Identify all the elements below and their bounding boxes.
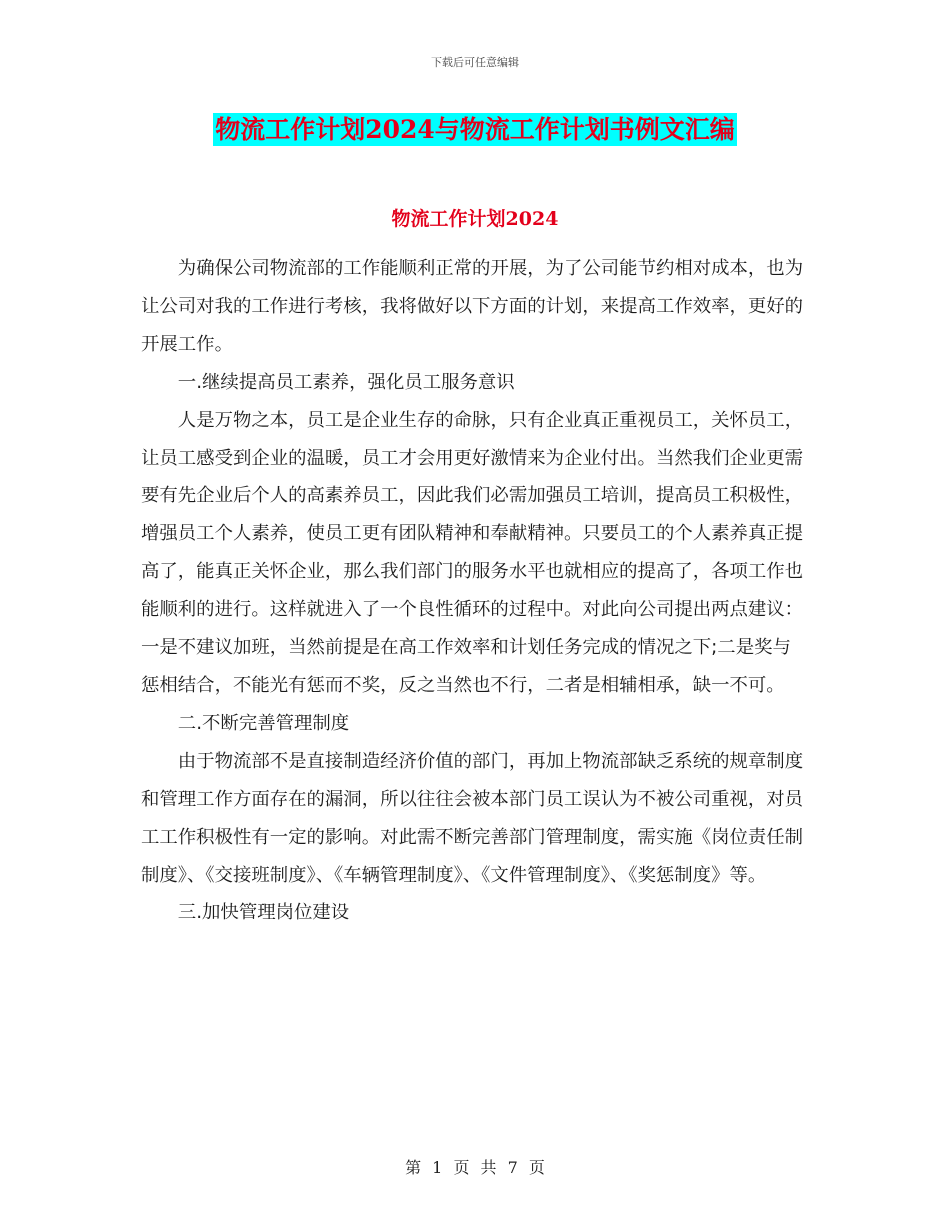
- heading-section-1: 一.继续提高员工素养，强化员工服务意识: [177, 371, 515, 393]
- document-title-text: 物流工作计划2024与物流工作计划书例文汇编: [215, 115, 735, 144]
- document-body: [141, 250, 809, 932]
- paragraph-section-1: 人是万物之本，员工是企业生存的命脉，只有企业真正重视员工，关怀员工，让员工感受到企业的温暖，员工才会用更好激情来为企业付出。当然我们企业更需要有先企业后个人的高素养员工，因此我们必需加强员工培训，提高员工积极性，增强员工个人素养，使员工更有团队精神和奉献精神。只要员工的个人素养真正提高了，能真正关怀企业，那么我们部门的服务水平也就相应的提高了，各项工作也能顺利的进行。这样就进入了一个良性循环的过程中。对此向公司提出两点建议：一是不建议加班，当然前提是在高工作效率和计划任务完成的情况之下;二是奖与惩相结合，不能光有惩而不奖，反之当然也不行，二者是相辅相承，缺一不可。: [141, 409, 804, 696]
- paragraph-intro: 为确保公司物流部的工作能顺利正常的开展，为了公司能节约相对成本，也为让公司对我的工作进行考核，我将做好以下方面的计划，来提高工作效率，更好的开展工作。: [141, 258, 804, 355]
- document-title: [0, 110, 950, 146]
- heading-section-3: 三.加快管理岗位建设: [177, 902, 350, 924]
- paragraph-section-2: 由于物流部不是直接制造经济价值的部门，再加上物流部缺乏系统的规章制度和管理工作方面存在的漏洞，所以往往会被本部门员工误认为不被公司重视，对员工工作积极性有一定的影响。对此需不断完善部门管理制度，需实施《岗位责任制制度》、《交接班制度》、《车辆管理制度》、《文件管理制度》、《奖惩制度》等。: [141, 750, 804, 886]
- page-number: 第 1 页 共 7 页: [405, 1158, 545, 1177]
- header-note: 下载后可任意编辑: [431, 56, 519, 69]
- section-title: 物流工作计划2024: [391, 208, 559, 230]
- heading-section-2: 二.不断完善管理制度: [177, 712, 350, 734]
